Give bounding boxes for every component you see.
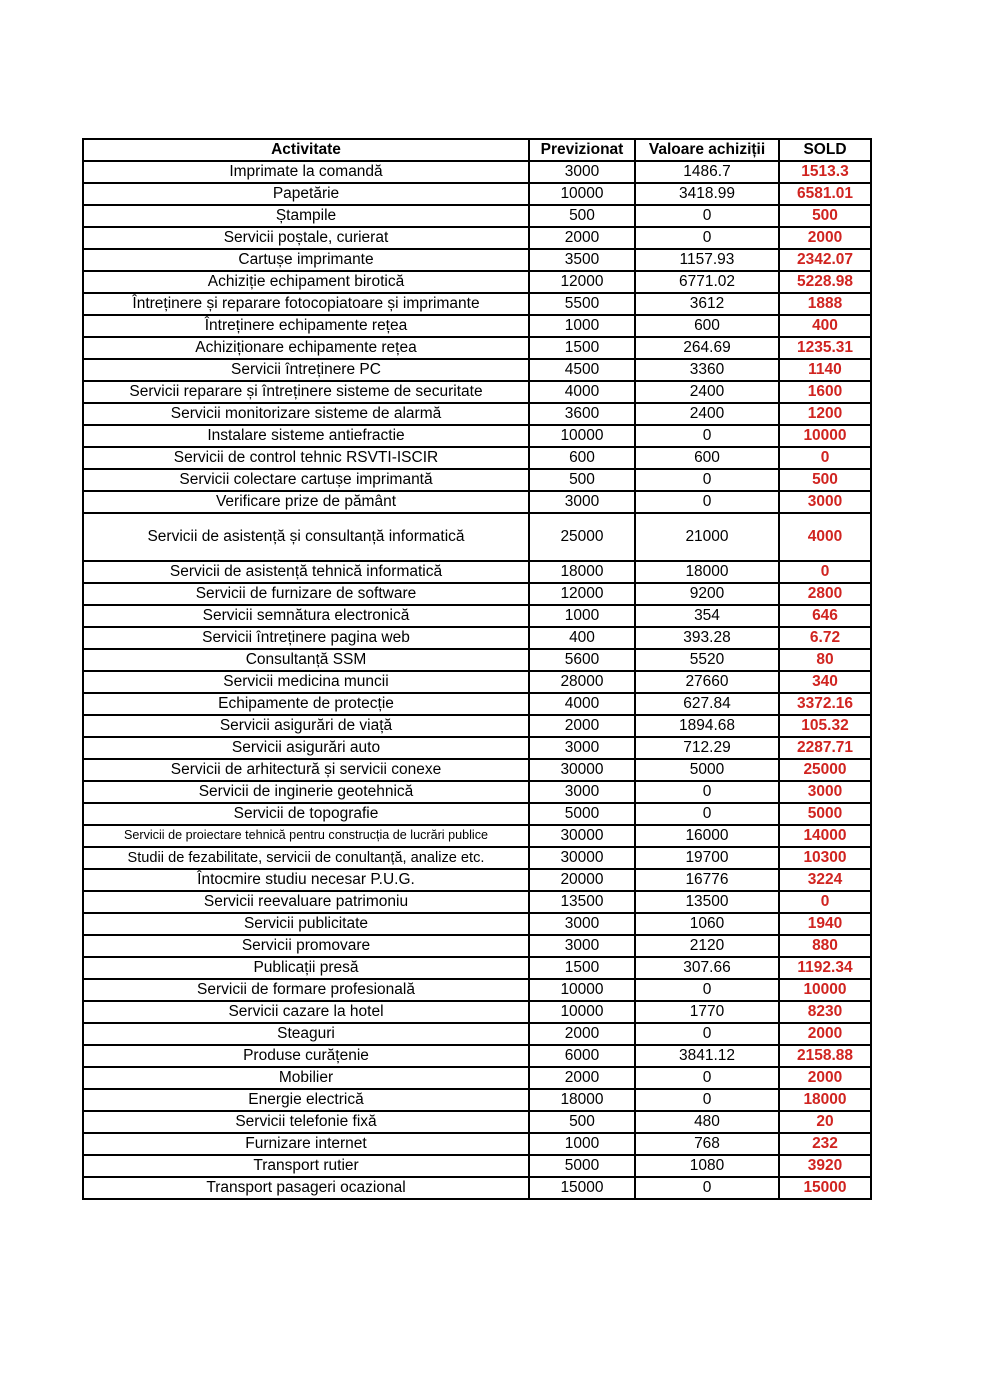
cell-sold: 4000: [779, 513, 871, 561]
cell-previzionat: 3000: [529, 913, 635, 935]
cell-activitate: Steaguri: [83, 1023, 529, 1045]
table-row: [83, 935, 871, 957]
cell-sold: 1600: [779, 381, 871, 403]
cell-valoare: 0: [635, 469, 779, 491]
table-row: [83, 249, 871, 271]
cell-sold: 2800: [779, 583, 871, 605]
table-row: [83, 425, 871, 447]
cell-sold: 500: [779, 469, 871, 491]
cell-previzionat: 4500: [529, 359, 635, 381]
cell-sold: 1888: [779, 293, 871, 315]
cell-activitate: Achiziționare echipamente rețea: [83, 337, 529, 359]
header-row: [83, 139, 871, 161]
cell-previzionat: 500: [529, 1111, 635, 1133]
cell-activitate: Servicii monitorizare sisteme de alarmă: [83, 403, 529, 425]
cell-valoare: 1894.68: [635, 715, 779, 737]
cell-sold: 2287.71: [779, 737, 871, 759]
budget-sheet: [82, 138, 872, 1200]
cell-sold: 3372.16: [779, 693, 871, 715]
cell-valoare: 480: [635, 1111, 779, 1133]
cell-valoare: 1157.93: [635, 249, 779, 271]
table-row: [83, 293, 871, 315]
cell-previzionat: 5500: [529, 293, 635, 315]
cell-previzionat: 5600: [529, 649, 635, 671]
table-row: [83, 271, 871, 293]
budget-table: [82, 138, 872, 1200]
cell-activitate: Servicii de furnizare de software: [83, 583, 529, 605]
cell-sold: 500: [779, 205, 871, 227]
cell-activitate: Servicii publicitate: [83, 913, 529, 935]
cell-valoare: 27660: [635, 671, 779, 693]
cell-valoare: 0: [635, 1067, 779, 1089]
cell-valoare: 2400: [635, 403, 779, 425]
column-header-sold: SOLD: [779, 139, 871, 161]
table-row: [83, 891, 871, 913]
cell-previzionat: 3000: [529, 781, 635, 803]
table-row: [83, 737, 871, 759]
cell-activitate: Energie electrică: [83, 1089, 529, 1111]
cell-previzionat: 4000: [529, 693, 635, 715]
cell-sold: 232: [779, 1133, 871, 1155]
cell-valoare: 21000: [635, 513, 779, 561]
cell-activitate: Servicii promovare: [83, 935, 529, 957]
table-row: [83, 183, 871, 205]
cell-previzionat: 13500: [529, 891, 635, 913]
cell-valoare: 264.69: [635, 337, 779, 359]
cell-previzionat: 18000: [529, 561, 635, 583]
table-row: [83, 1067, 871, 1089]
table-row: [83, 447, 871, 469]
cell-previzionat: 12000: [529, 271, 635, 293]
cell-previzionat: 10000: [529, 425, 635, 447]
cell-valoare: 2120: [635, 935, 779, 957]
cell-sold: 3920: [779, 1155, 871, 1177]
cell-previzionat: 18000: [529, 1089, 635, 1111]
cell-valoare: 5000: [635, 759, 779, 781]
cell-activitate: Echipamente de protecție: [83, 693, 529, 715]
cell-activitate: Servicii de topografie: [83, 803, 529, 825]
cell-activitate: Servicii telefonie fixă: [83, 1111, 529, 1133]
cell-previzionat: 30000: [529, 825, 635, 847]
cell-activitate: Servicii de inginerie geotehnică: [83, 781, 529, 803]
cell-activitate: Furnizare internet: [83, 1133, 529, 1155]
table-row: [83, 847, 871, 869]
table-row: [83, 825, 871, 847]
table-row: [83, 979, 871, 1001]
cell-sold: 10300: [779, 847, 871, 869]
table-row: [83, 1111, 871, 1133]
cell-valoare: 0: [635, 491, 779, 513]
cell-valoare: 354: [635, 605, 779, 627]
cell-sold: 1200: [779, 403, 871, 425]
cell-sold: 3224: [779, 869, 871, 891]
cell-previzionat: 10000: [529, 183, 635, 205]
cell-activitate: Servicii cazare la hotel: [83, 1001, 529, 1023]
cell-previzionat: 500: [529, 205, 635, 227]
table-row: [83, 1133, 871, 1155]
table-row: [83, 671, 871, 693]
cell-sold: 1513.3: [779, 161, 871, 183]
cell-sold: 3000: [779, 491, 871, 513]
cell-valoare: 0: [635, 781, 779, 803]
table-row: [83, 1045, 871, 1067]
cell-activitate: Întreținere și reparare fotocopiatoare și imprimante: [83, 293, 529, 315]
cell-previzionat: 3500: [529, 249, 635, 271]
cell-sold: 80: [779, 649, 871, 671]
cell-previzionat: 1000: [529, 605, 635, 627]
cell-sold: 14000: [779, 825, 871, 847]
cell-sold: 5228.98: [779, 271, 871, 293]
table-row: [83, 1155, 871, 1177]
table-row: [83, 913, 871, 935]
cell-activitate: Imprimate la comandă: [83, 161, 529, 183]
cell-activitate: Transport rutier: [83, 1155, 529, 1177]
cell-previzionat: 500: [529, 469, 635, 491]
column-header-activitate: Activitate: [83, 139, 529, 161]
cell-valoare: 3841.12: [635, 1045, 779, 1067]
cell-sold: 0: [779, 447, 871, 469]
cell-activitate: Publicații presă: [83, 957, 529, 979]
cell-valoare: 0: [635, 803, 779, 825]
cell-previzionat: 2000: [529, 1067, 635, 1089]
cell-previzionat: 12000: [529, 583, 635, 605]
cell-sold: 2000: [779, 1067, 871, 1089]
cell-sold: 340: [779, 671, 871, 693]
cell-sold: 1192.34: [779, 957, 871, 979]
cell-previzionat: 15000: [529, 1177, 635, 1199]
cell-previzionat: 30000: [529, 759, 635, 781]
cell-activitate: Servicii semnătura electronică: [83, 605, 529, 627]
cell-valoare: 3360: [635, 359, 779, 381]
cell-valoare: 600: [635, 315, 779, 337]
cell-sold: 1940: [779, 913, 871, 935]
table-row: [83, 803, 871, 825]
table-row: [83, 337, 871, 359]
cell-valoare: 393.28: [635, 627, 779, 649]
cell-activitate: Instalare sisteme antiefractie: [83, 425, 529, 447]
cell-activitate: Ștampile: [83, 205, 529, 227]
cell-sold: 1140: [779, 359, 871, 381]
table-row: [83, 649, 871, 671]
cell-previzionat: 1500: [529, 957, 635, 979]
cell-sold: 880: [779, 935, 871, 957]
cell-valoare: 712.29: [635, 737, 779, 759]
cell-previzionat: 25000: [529, 513, 635, 561]
cell-activitate: Servicii colectare cartușe imprimantă: [83, 469, 529, 491]
cell-previzionat: 10000: [529, 1001, 635, 1023]
cell-valoare: 0: [635, 1177, 779, 1199]
cell-sold: 1235.31: [779, 337, 871, 359]
table-row: [83, 605, 871, 627]
table-row: [83, 205, 871, 227]
table-row: [83, 403, 871, 425]
cell-previzionat: 2000: [529, 715, 635, 737]
cell-previzionat: 3000: [529, 161, 635, 183]
cell-activitate: Servicii de proiectare tehnică pentru construcția de lucrări publice: [83, 825, 529, 847]
cell-previzionat: 10000: [529, 979, 635, 1001]
cell-sold: 10000: [779, 979, 871, 1001]
cell-valoare: 9200: [635, 583, 779, 605]
cell-activitate: Servicii de asistență și consultanță informatică: [83, 513, 529, 561]
table-row: [83, 227, 871, 249]
cell-valoare: 3418.99: [635, 183, 779, 205]
cell-previzionat: 3000: [529, 491, 635, 513]
cell-previzionat: 3600: [529, 403, 635, 425]
cell-valoare: 2400: [635, 381, 779, 403]
cell-activitate: Achiziție echipament birotică: [83, 271, 529, 293]
cell-activitate: Întocmire studiu necesar P.U.G.: [83, 869, 529, 891]
table-row: [83, 513, 871, 561]
cell-previzionat: 1500: [529, 337, 635, 359]
cell-valoare: 1080: [635, 1155, 779, 1177]
table-row: [83, 627, 871, 649]
cell-sold: 2000: [779, 227, 871, 249]
cell-valoare: 1060: [635, 913, 779, 935]
cell-valoare: 600: [635, 447, 779, 469]
cell-previzionat: 400: [529, 627, 635, 649]
cell-previzionat: 5000: [529, 803, 635, 825]
cell-activitate: Servicii de asistență tehnică informatică: [83, 561, 529, 583]
cell-valoare: 0: [635, 1089, 779, 1111]
cell-valoare: 627.84: [635, 693, 779, 715]
cell-sold: 18000: [779, 1089, 871, 1111]
cell-activitate: Servicii asigurări de viață: [83, 715, 529, 737]
cell-sold: 5000: [779, 803, 871, 825]
cell-previzionat: 1000: [529, 315, 635, 337]
cell-activitate: Servicii poștale, curierat: [83, 227, 529, 249]
cell-valoare: 0: [635, 205, 779, 227]
table-row: [83, 491, 871, 513]
cell-valoare: 16000: [635, 825, 779, 847]
cell-valoare: 16776: [635, 869, 779, 891]
cell-valoare: 307.66: [635, 957, 779, 979]
table-row: [83, 359, 871, 381]
cell-sold: 3000: [779, 781, 871, 803]
cell-sold: 2342.07: [779, 249, 871, 271]
cell-previzionat: 3000: [529, 737, 635, 759]
cell-sold: 0: [779, 561, 871, 583]
cell-activitate: Servicii de formare profesională: [83, 979, 529, 1001]
cell-previzionat: 3000: [529, 935, 635, 957]
table-row: [83, 869, 871, 891]
table-row: [83, 381, 871, 403]
cell-previzionat: 4000: [529, 381, 635, 403]
table-row: [83, 583, 871, 605]
cell-activitate: Papetărie: [83, 183, 529, 205]
table-row: [83, 715, 871, 737]
cell-previzionat: 5000: [529, 1155, 635, 1177]
cell-activitate: Servicii medicina muncii: [83, 671, 529, 693]
column-header-previzionat: Previzionat: [529, 139, 635, 161]
table-row: [83, 469, 871, 491]
table-row: [83, 781, 871, 803]
table-row: [83, 1001, 871, 1023]
cell-valoare: 0: [635, 1023, 779, 1045]
cell-activitate: Mobilier: [83, 1067, 529, 1089]
cell-activitate: Consultanță SSM: [83, 649, 529, 671]
cell-valoare: 0: [635, 425, 779, 447]
cell-activitate: Studii de fezabilitate, servicii de conultanță, analize etc.: [83, 847, 529, 869]
cell-sold: 8230: [779, 1001, 871, 1023]
table-row: [83, 693, 871, 715]
cell-valoare: 1486.7: [635, 161, 779, 183]
cell-valoare: 13500: [635, 891, 779, 913]
cell-sold: 400: [779, 315, 871, 337]
column-header-valoare-achizitii: Valoare achiziții: [635, 139, 779, 161]
cell-sold: 20: [779, 1111, 871, 1133]
table-row: [83, 561, 871, 583]
cell-valoare: 1770: [635, 1001, 779, 1023]
cell-activitate: Servicii întreținere PC: [83, 359, 529, 381]
cell-valoare: 3612: [635, 293, 779, 315]
cell-activitate: Servicii reevaluare patrimoniu: [83, 891, 529, 913]
cell-valoare: 6771.02: [635, 271, 779, 293]
cell-previzionat: 28000: [529, 671, 635, 693]
table-body: [83, 161, 871, 1199]
cell-activitate: Transport pasageri ocazional: [83, 1177, 529, 1199]
cell-previzionat: 1000: [529, 1133, 635, 1155]
cell-valoare: 0: [635, 227, 779, 249]
cell-sold: 646: [779, 605, 871, 627]
cell-valoare: 768: [635, 1133, 779, 1155]
cell-previzionat: 6000: [529, 1045, 635, 1067]
cell-valoare: 0: [635, 979, 779, 1001]
cell-valoare: 5520: [635, 649, 779, 671]
table-row: [83, 957, 871, 979]
cell-sold: 15000: [779, 1177, 871, 1199]
table-row: [83, 315, 871, 337]
cell-sold: 25000: [779, 759, 871, 781]
cell-activitate: Servicii de arhitectură și servicii conexe: [83, 759, 529, 781]
cell-activitate: Produse curățenie: [83, 1045, 529, 1067]
cell-valoare: 19700: [635, 847, 779, 869]
cell-activitate: Servicii asigurări auto: [83, 737, 529, 759]
cell-previzionat: 30000: [529, 847, 635, 869]
cell-activitate: Verificare prize de pământ: [83, 491, 529, 513]
cell-activitate: Servicii reparare și întreținere sisteme de securitate: [83, 381, 529, 403]
cell-sold: 2000: [779, 1023, 871, 1045]
cell-activitate: Întreținere echipamente rețea: [83, 315, 529, 337]
cell-sold: 105.32: [779, 715, 871, 737]
cell-previzionat: 2000: [529, 1023, 635, 1045]
cell-sold: 6581.01: [779, 183, 871, 205]
table-row: [83, 1089, 871, 1111]
cell-sold: 10000: [779, 425, 871, 447]
cell-activitate: Servicii de control tehnic RSVTI-ISCIR: [83, 447, 529, 469]
table-row: [83, 1023, 871, 1045]
cell-activitate: Cartușe imprimante: [83, 249, 529, 271]
cell-activitate: Servicii întreținere pagina web: [83, 627, 529, 649]
cell-sold: 2158.88: [779, 1045, 871, 1067]
table-row: [83, 759, 871, 781]
table-row: [83, 1177, 871, 1199]
cell-previzionat: 20000: [529, 869, 635, 891]
cell-sold: 6.72: [779, 627, 871, 649]
cell-previzionat: 600: [529, 447, 635, 469]
cell-previzionat: 2000: [529, 227, 635, 249]
cell-valoare: 18000: [635, 561, 779, 583]
table-row: [83, 161, 871, 183]
cell-sold: 0: [779, 891, 871, 913]
